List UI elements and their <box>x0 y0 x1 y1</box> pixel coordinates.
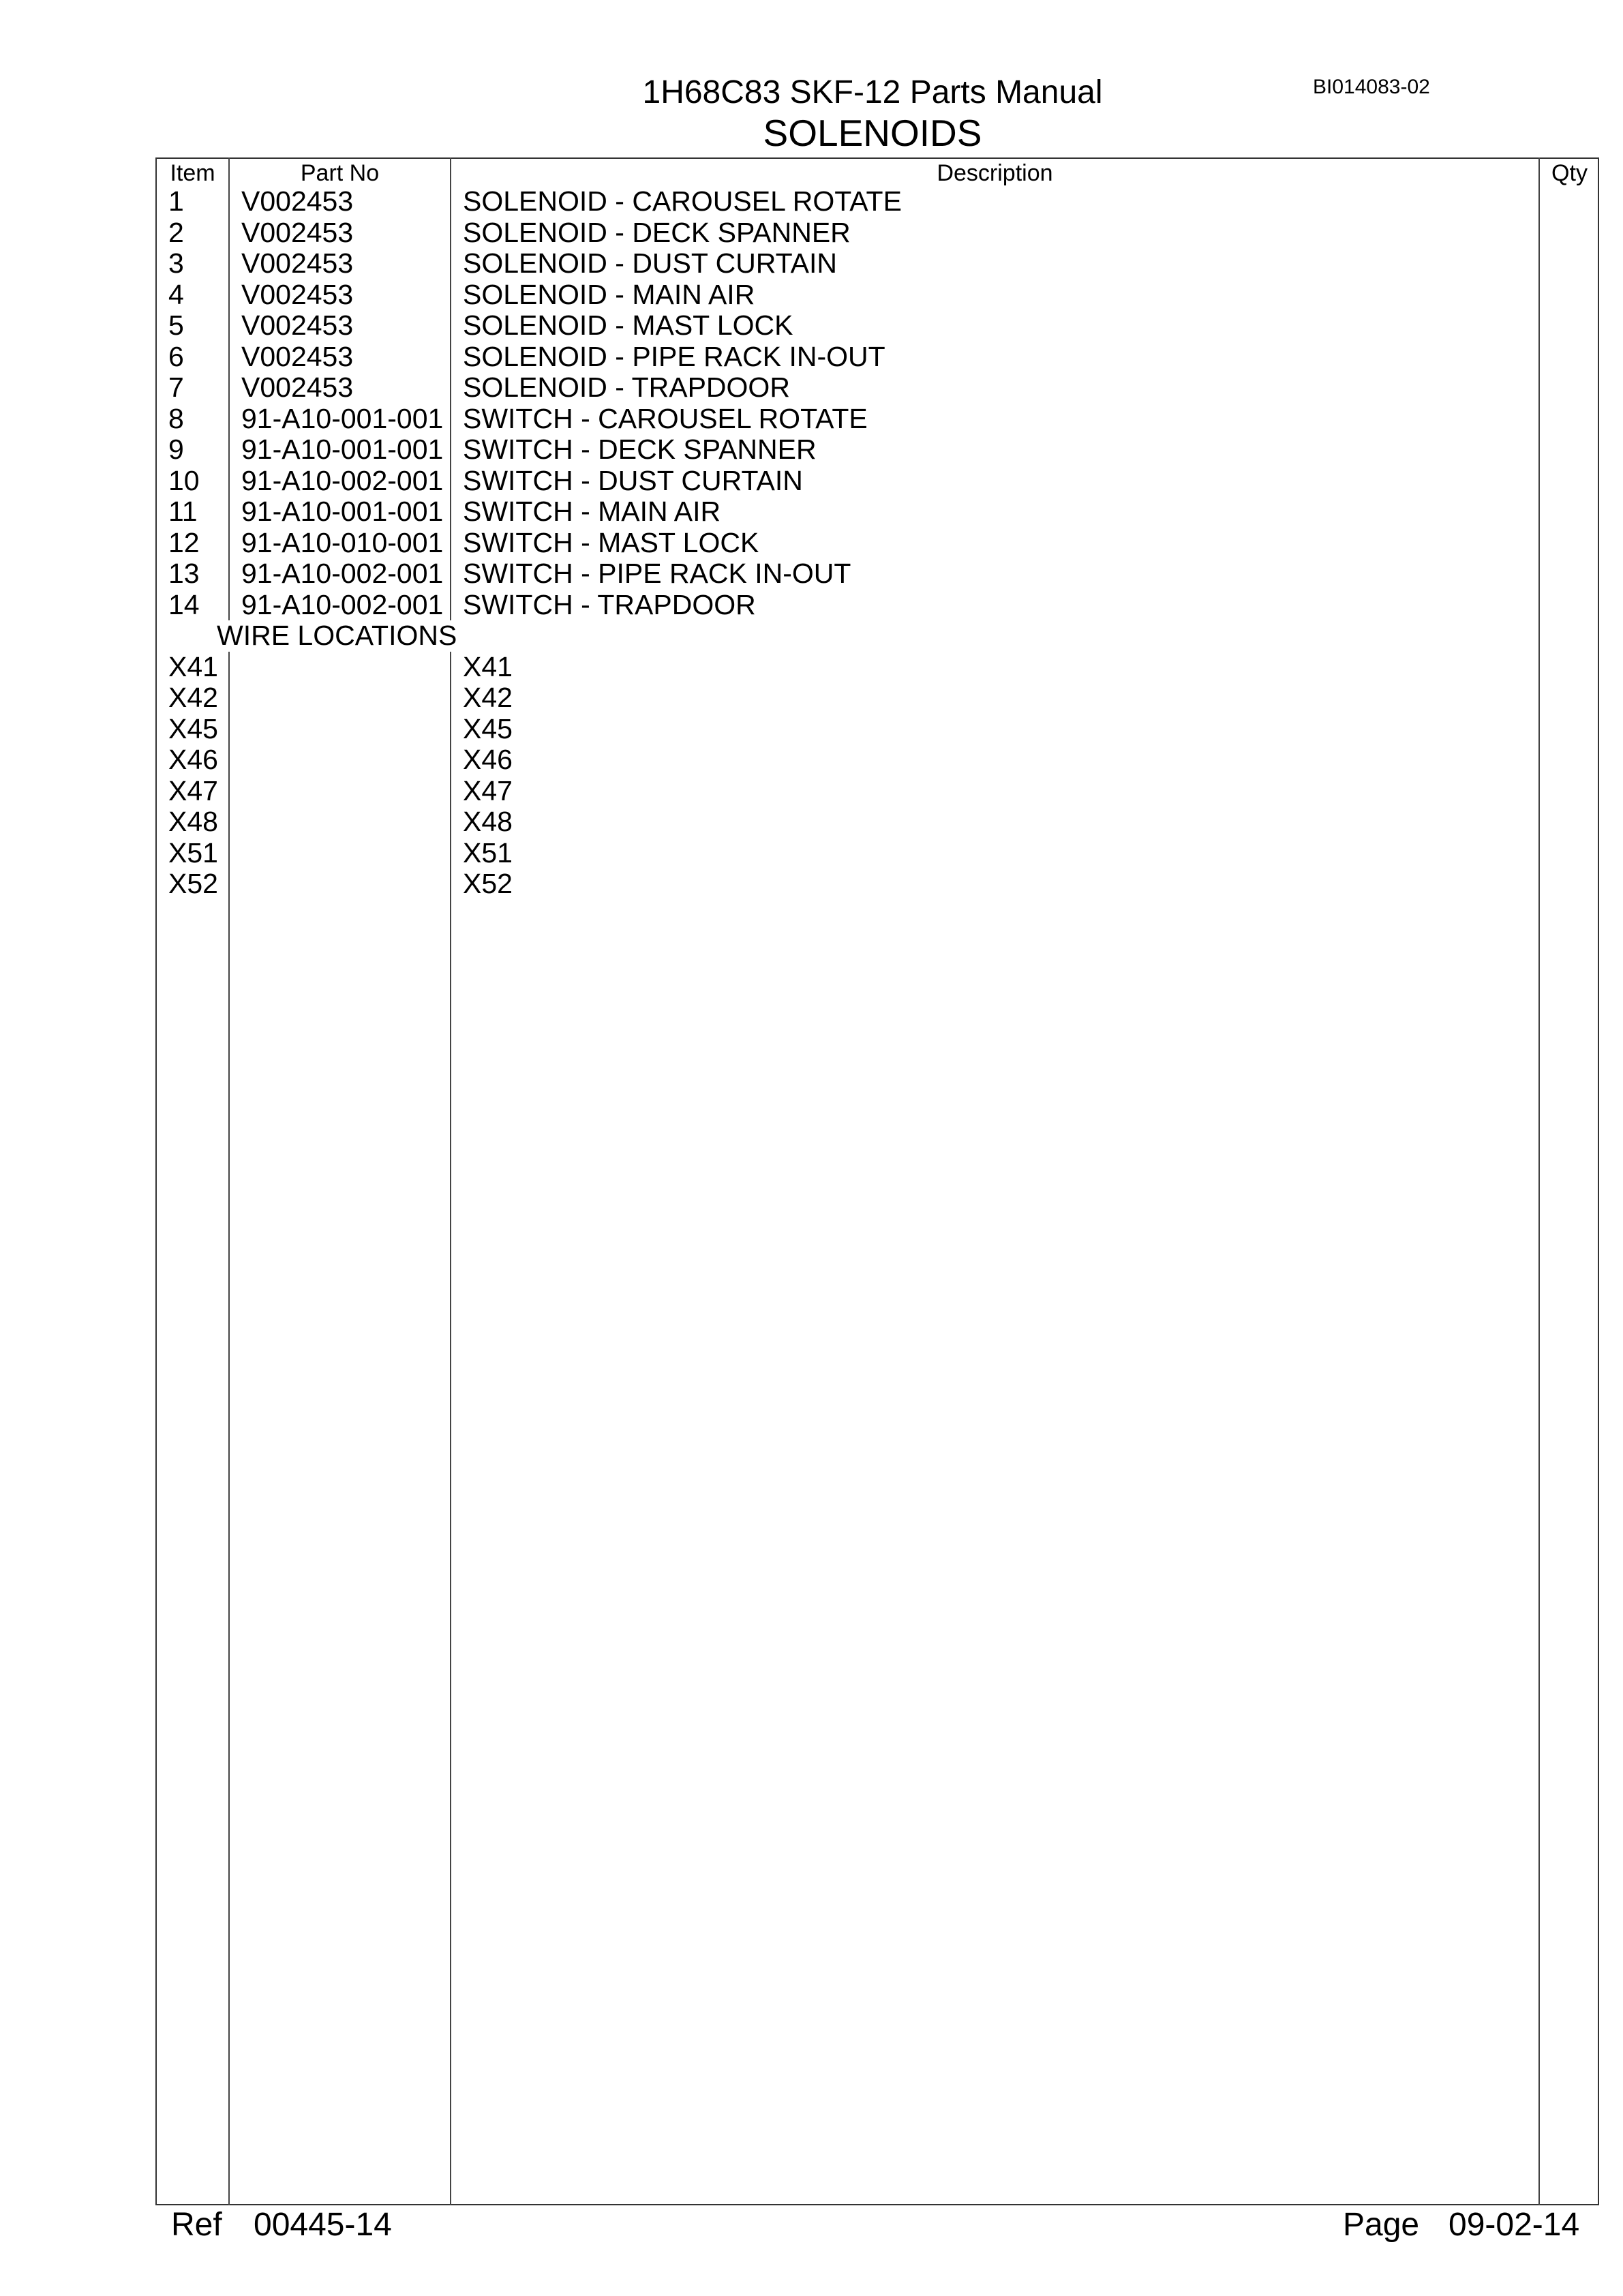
wire-description: X51 <box>463 836 513 868</box>
wire-location-row <box>0 806 1623 838</box>
section-heading-wire-locations <box>0 620 1623 652</box>
column-header-item: Item <box>170 160 215 186</box>
part-number: 91-A10-010-001 <box>241 526 444 558</box>
column-header-description: Description <box>937 160 1053 186</box>
part-description: SOLENOID - MAST LOCK <box>463 309 793 341</box>
table-row <box>0 342 1623 373</box>
page-title: 1H68C83 SKF-12 Parts Manual <box>642 74 1103 110</box>
table-row <box>0 528 1623 559</box>
wire-item: X52 <box>168 868 218 899</box>
wire-description: X52 <box>463 868 513 899</box>
wire-description: X42 <box>463 682 513 713</box>
wire-location-row <box>0 868 1623 900</box>
wire-location-row <box>0 682 1623 714</box>
part-description: SWITCH - PIPE RACK IN-OUT <box>463 558 851 589</box>
wire-description: X46 <box>463 744 513 775</box>
column-header-part-no: Part No <box>300 160 380 186</box>
part-description: SOLENOID - PIPE RACK IN-OUT <box>463 340 885 372</box>
wire-description: X45 <box>463 712 513 744</box>
part-number: 91-A10-002-001 <box>241 588 444 620</box>
wire-location-row <box>0 838 1623 869</box>
wire-description: X48 <box>463 806 513 837</box>
table-row <box>0 558 1623 590</box>
item-number: 5 <box>168 309 184 341</box>
part-description: SWITCH - TRAPDOOR <box>463 588 756 620</box>
footer-page-label: Page <box>1343 2207 1420 2243</box>
item-number: 2 <box>168 216 184 248</box>
wire-item: X42 <box>168 682 218 713</box>
section-heading-text: WIRE LOCATIONS <box>217 620 457 651</box>
part-number: V002453 <box>241 216 354 248</box>
parts-table-body <box>0 186 1623 900</box>
wire-item: X41 <box>168 650 218 682</box>
part-number: 91-A10-002-001 <box>241 464 444 496</box>
wire-location-row <box>0 714 1623 745</box>
item-number: 12 <box>168 526 200 558</box>
part-number: V002453 <box>241 185 354 217</box>
part-number: V002453 <box>241 247 354 279</box>
table-row <box>0 466 1623 497</box>
table-row <box>0 404 1623 435</box>
part-description: SOLENOID - MAIN AIR <box>463 278 755 310</box>
item-number: 7 <box>168 372 184 403</box>
table-row <box>0 186 1623 217</box>
table-row <box>0 248 1623 280</box>
wire-location-row <box>0 776 1623 807</box>
footer-ref-value: 00445-14 <box>254 2207 392 2243</box>
wire-item: X47 <box>168 774 218 806</box>
item-number: 4 <box>168 278 184 310</box>
table-row <box>0 434 1623 466</box>
wire-item: X48 <box>168 806 218 837</box>
document-code: BI014083-02 <box>1313 76 1430 98</box>
part-description: SWITCH - DUST CURTAIN <box>463 464 803 496</box>
table-row <box>0 590 1623 621</box>
item-number: 11 <box>168 496 198 527</box>
item-number: 13 <box>168 558 200 589</box>
column-header-qty: Qty <box>1551 160 1588 186</box>
part-description: SWITCH - MAST LOCK <box>463 526 759 558</box>
wire-item: X45 <box>168 712 218 744</box>
footer-ref-label: Ref <box>171 2207 222 2243</box>
wire-description: X47 <box>463 774 513 806</box>
table-row <box>0 496 1623 528</box>
item-number: 10 <box>168 464 200 496</box>
table-row <box>0 280 1623 311</box>
wire-location-row <box>0 744 1623 776</box>
part-description: SOLENOID - DECK SPANNER <box>463 216 851 248</box>
item-number: 9 <box>168 434 184 465</box>
table-row <box>0 372 1623 404</box>
part-description: SOLENOID - TRAPDOOR <box>463 372 790 403</box>
part-number: V002453 <box>241 372 354 403</box>
part-number: 91-A10-001-001 <box>241 434 444 465</box>
part-description: SWITCH - MAIN AIR <box>463 496 721 527</box>
table-row <box>0 310 1623 342</box>
wire-description: X41 <box>463 650 513 682</box>
item-number: 14 <box>168 588 200 620</box>
part-number: 91-A10-001-001 <box>241 402 444 434</box>
part-description: SOLENOID - CAROUSEL ROTATE <box>463 185 902 217</box>
part-description: SWITCH - DECK SPANNER <box>463 434 817 465</box>
part-number: 91-A10-002-001 <box>241 558 444 589</box>
part-description: SWITCH - CAROUSEL ROTATE <box>463 402 868 434</box>
part-number: V002453 <box>241 309 354 341</box>
part-number: V002453 <box>241 278 354 310</box>
item-number: 3 <box>168 247 184 279</box>
wire-location-row <box>0 652 1623 683</box>
table-row <box>0 217 1623 249</box>
item-number: 8 <box>168 402 184 434</box>
footer-page-value: 09-02-14 <box>1448 2207 1580 2243</box>
part-number: 91-A10-001-001 <box>241 496 444 527</box>
wire-item: X46 <box>168 744 218 775</box>
page-subtitle: SOLENOIDS <box>763 112 982 154</box>
part-description: SOLENOID - DUST CURTAIN <box>463 247 838 279</box>
part-number: V002453 <box>241 340 354 372</box>
wire-item: X51 <box>168 836 218 868</box>
item-number: 6 <box>168 340 184 372</box>
item-number: 1 <box>168 185 184 217</box>
